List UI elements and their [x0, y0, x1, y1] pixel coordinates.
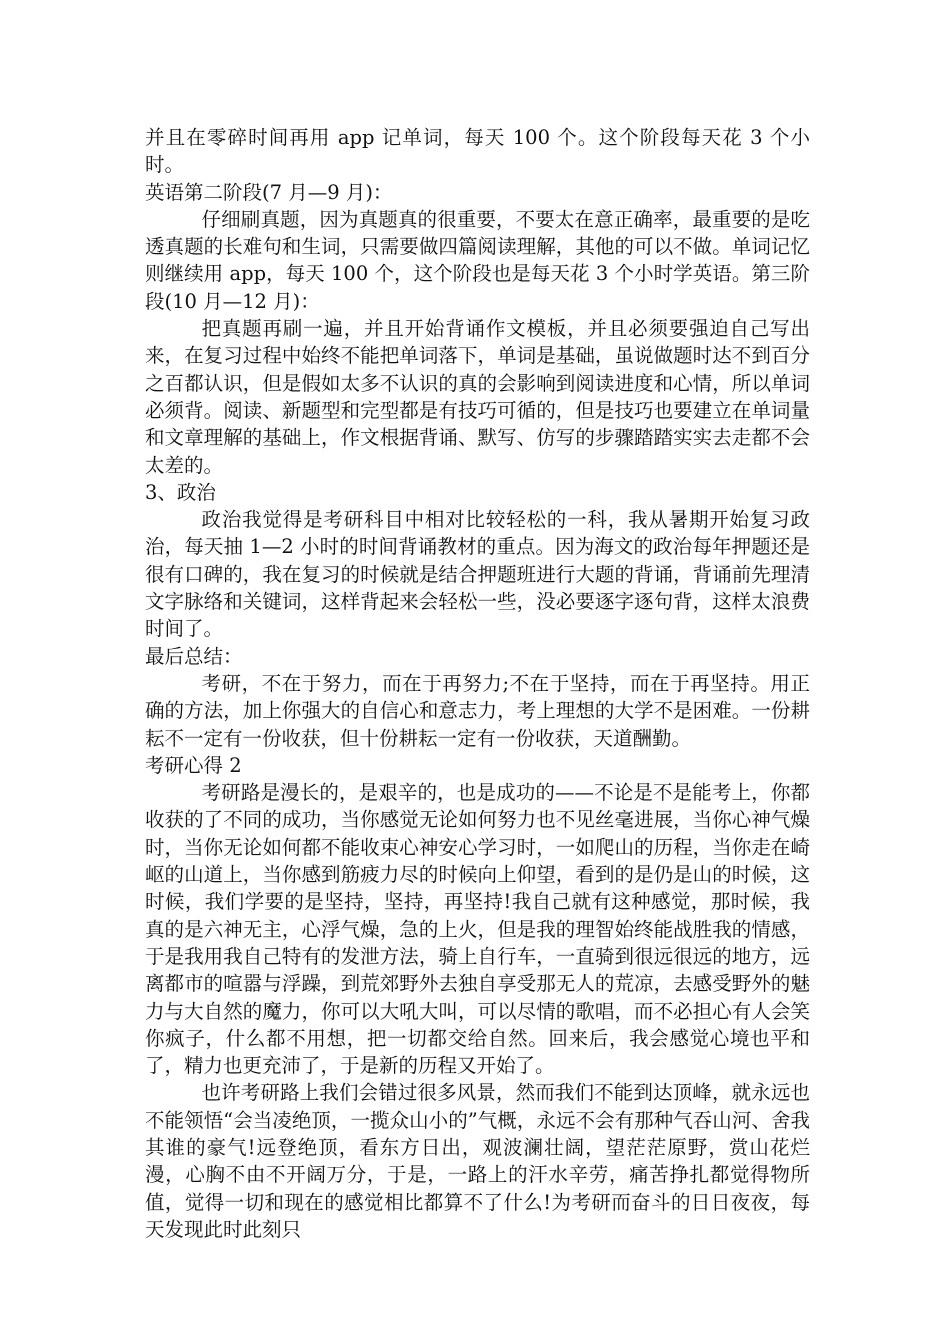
paragraph-text: 并且在零碎时间再用 app 记单词，每天 100 个。这个阶段每天花 3 个小时。: [145, 126, 810, 177]
section-heading: 最后总结：: [145, 644, 243, 668]
paragraph-text: 也许考研路上我们会错过很多风景，然而我们不能到达顶峰，就永远也不能领悟“会当凌绝顶，一揽众山小的”气概，永远不会有那种气吞山河、舍我其谁的豪气!远登绝顶，看东方日出，观波澜壮阔，望茫茫原野，赏山花烂漫，心胸不由不开阔万分，于是，一路上的汗水辛劳，痛苦挣扎都觉得物所值，觉得一切和现在的感觉相比都算不了什么!为考研而奋斗的日日夜夜，每天发现此时此刻只: [145, 1081, 810, 1241]
section-heading: 考研心得 2: [145, 753, 242, 777]
paragraph-text: 把真题再刷一遍，并且开始背诵作文模板，并且必须要强迫自己写出来，在复习过程中始终不能把单词落下，单词是基础，虽说做题时达不到百分之百都认识，但是假如太多不认识的真的会影响到阅读进度和心情，所以单词必须背。阅读、新题型和完型都是有技巧可循的，但是技巧也要建立在单词量和文章理解的基础上，作文根据背诵、默写、仿写的步骤踏踏实实去走都不会太差的。: [145, 317, 810, 477]
paragraph-text: 政治我觉得是考研科目中相对比较轻松的一科，我从暑期开始复习政治，每天抽 1—2 小时的时间背诵教材的重点。因为海文的政治每年押题还是很有口碑的，我在复习的时候就是结合押题班进行大题的背诵，背诵前先理清文字脉络和关键词，这样背起来会轻松一些，没必要逐字逐句背，这样太浪费时间了。: [145, 508, 810, 641]
paragraph-text: 考研路是漫长的，是艰辛的，也是成功的——不论是不是能考上，你都收获的了不同的成功，当你感觉无论如何努力也不见丝毫进展，当你心神气燥时，当你无论如何都不能收束心神安心学习时，一如爬山的历程，当你走在崎岖的山道上，当你感到筋疲力尽的时候向上仰望，看到的是仍是山的时候，这时候，我们学要的是坚持，坚持，再坚持!我自己就有这种感觉，那时候，我真的是六神无主，心浮气燥，急的上火，但是我的理智始终能战胜我的情感，于是我用我自己特有的发泄方法，骑上自行车，一直骑到很远很远的地方，远离都市的喧嚣与浮躁，到荒郊野外去独自享受那无人的荒凉，去感受野外的魅力与大自然的魔力，你可以大吼大叫，可以尽情的歌唱，而不必担心有人会笑你疯子，什么都不用想，把一切都交给自然。回来后，我会感觉心境也平和了，精力也更充沛了，于是新的历程又开始了。: [145, 781, 810, 1078]
paragraph-text: 仔细刷真题，因为真题真的很重要，不要太在意正确率，最重要的是吃透真题的长难句和生词，只需要做四篇阅读理解，其他的可以不做。单词记忆则继续用 app，每天 100 个，这个阶段也是每天花 3 个小时学英语。第三阶段(10 月—12 月)：: [145, 207, 810, 313]
section-heading: 英语第二阶段(7 月—9 月)：: [145, 180, 393, 204]
document-page: [145, 124, 810, 1243]
section-heading: 3、政治: [145, 480, 216, 504]
paragraph-text: 考研，不在于努力，而在于再努力;不在于坚持，而在于再坚持。用正确的方法，加上你强大的自信心和意志力，考上理想的大学不是困难。一份耕耘不一定有一份收获，但十份耕耘一定有一份收获，天道酬勤。: [145, 671, 810, 750]
